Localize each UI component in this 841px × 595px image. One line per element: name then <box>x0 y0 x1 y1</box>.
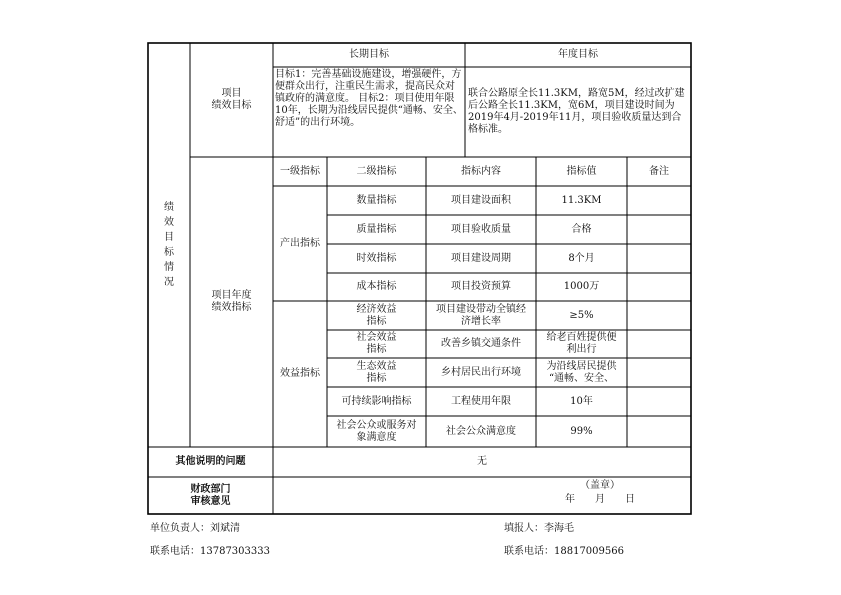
output-indicator-label: 产出指标 <box>280 237 320 249</box>
row-value: ≥5% <box>569 309 594 321</box>
finance-review-label: 财政部门 审核意见 <box>190 483 231 507</box>
row-level2: 社会公众或服务对 象满意度 <box>336 419 417 443</box>
other-issues-label: 其他说明的问题 <box>175 456 246 467</box>
row-remark <box>627 273 691 301</box>
row-value: 1000万 <box>563 281 600 292</box>
row-level2: 数量指标 <box>356 194 397 206</box>
row-remark <box>627 330 691 358</box>
project-goal-label: 项目 绩效目标 <box>211 88 252 111</box>
row-content: 社会公众满意度 <box>446 425 516 437</box>
row-remark <box>627 358 691 387</box>
finance-seal: （盖章） <box>580 480 620 491</box>
filler: 填报人：李海毛 <box>504 523 574 534</box>
row-content: 项目投资预算 <box>451 281 511 292</box>
header-level1: 一级指标 <box>280 165 320 177</box>
row-remark <box>627 387 691 416</box>
row-remark <box>627 215 691 244</box>
row-value: 99% <box>570 425 593 437</box>
row-level2: 可持续影响指标 <box>341 395 412 407</box>
row-value: 为沿线居民提供 “通畅、安全、 <box>546 360 617 384</box>
annual-goal-header: 年度目标 <box>558 49 598 60</box>
header-level2: 二级指标 <box>356 165 397 177</box>
row-level2: 经济效益 指标 <box>356 303 397 327</box>
row-level2: 时效指标 <box>356 252 397 264</box>
row-content: 项目验收质量 <box>451 223 511 235</box>
row-value: 11.3KM <box>561 194 602 206</box>
unit-head: 单位负责人：刘斌清 <box>150 523 240 534</box>
long-term-goal-header: 长期目标 <box>349 49 389 60</box>
row-level2: 社会效益 指标 <box>356 332 397 355</box>
row-content: 项目建设面积 <box>451 194 511 206</box>
row-content: 项目建设带动全镇经 济增长率 <box>436 303 526 327</box>
indicators-label: 项目年度 绩效指标 <box>211 290 252 313</box>
header-value: 指标值 <box>566 165 597 177</box>
row-level2: 成本指标 <box>356 281 397 292</box>
row-level2: 质量指标 <box>356 223 397 235</box>
header-remark: 备注 <box>649 165 669 177</box>
row-value: 合格 <box>571 223 592 235</box>
row-content: 改善乡镇交通条件 <box>441 338 521 349</box>
row-level2: 生态效益 指标 <box>356 360 397 384</box>
header-content: 指标内容 <box>461 165 501 177</box>
section-label: 绩效目标情况 <box>164 202 174 288</box>
row-remark <box>627 186 691 215</box>
finance-date: 年 月 日 <box>565 494 635 505</box>
row-remark <box>627 244 691 273</box>
row-content: 项目建设周期 <box>451 252 511 264</box>
row-remark <box>627 301 691 330</box>
long-term-goal-text: 目标1：完善基础设施建设，增强硬件，方便群众出行，注重民生需求，提高民众对镇政府的满意度。 目标2：项目使用年限10年，长期为沿线居民提供“通畅、安全、舒适”的出行环境。 <box>275 69 463 128</box>
filler-phone: 联系电话：18817009566 <box>504 546 624 557</box>
row-value: 8个月 <box>568 252 595 264</box>
row-value: 10年 <box>570 395 593 407</box>
row-value: 给老百姓提供便 利出行 <box>546 332 617 355</box>
other-issues-value: 无 <box>477 456 487 467</box>
annual-goal-text: 联合公路原全长11.3KM，路宽5M，经过改扩建后公路全长11.3KM，宽6M，项目建设时间为2019年4月-2019年11月，项目验收质量达到合格标准。 <box>468 88 685 135</box>
section-label-cell <box>148 43 190 447</box>
benefit-indicator-label: 效益指标 <box>280 368 320 379</box>
unit-phone: 联系电话：13787303333 <box>150 546 270 557</box>
row-remark <box>627 416 691 447</box>
row-content: 工程使用年限 <box>451 395 511 407</box>
row-content: 乡村居民出行环境 <box>441 366 521 378</box>
